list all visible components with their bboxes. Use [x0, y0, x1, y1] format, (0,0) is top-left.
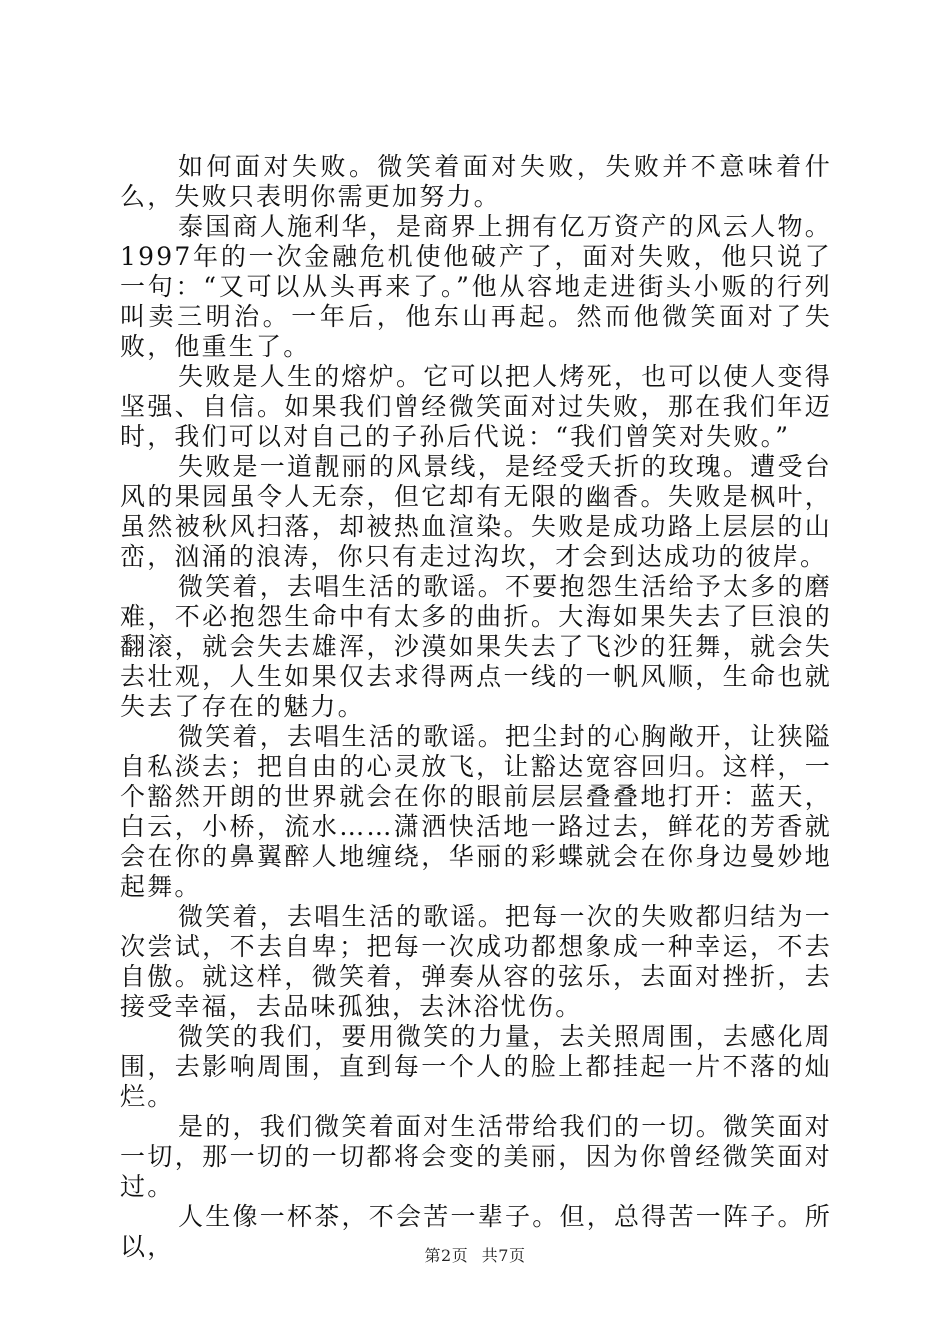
paragraph: 微笑的我们，要用微笑的力量，去关照周围，去感化周围，去影响周围，直到每一个人的脸上都挂起一片不落的灿烂。	[120, 1022, 832, 1111]
paragraph: 微笑着，去唱生活的歌谣。不要抱怨生活给予太多的磨难，不必抱怨生命中有太多的曲折。大海如果失去了巨浪的翻滚，就会失去雄浑，沙漠如果失去了飞沙的狂舞，就会失去壮观，人生如果仅去求得两点一线的一帆风顺，生命也就失去了存在的魅力。	[120, 572, 832, 721]
paragraph: 失败是一道靓丽的风景线，是经受夭折的玫瑰。遭受台风的果园虽令人无奈，但它却有无限的幽香。失败是枫叶，虽然被秋风扫落，却被热血渲染。失败是成功路上层层的山峦，汹涌的浪涛，你只有走过沟坎，才会到达成功的彼岸。	[120, 452, 832, 571]
paragraph: 微笑着，去唱生活的歌谣。把每一次的失败都归结为一次尝试，不去自卑；把每一次成功都想象成一种幸运，不去自傲。就这样，微笑着，弹奏从容的弦乐，去面对挫折，去接受幸福，去品味孤独，去沐浴忧伤。	[120, 902, 832, 1021]
page-number: 第2页	[424, 1246, 469, 1265]
page-total: 共7页	[481, 1246, 526, 1265]
paragraph: 如何面对失败。微笑着面对失败，失败并不意味着什么，失败只表明你需更加努力。	[120, 152, 832, 211]
document-body	[120, 152, 832, 1262]
paragraph: 失败是人生的熔炉。它可以把人烤死，也可以使人变得坚强、自信。如果我们曾经微笑面对过失败，那在我们年迈时，我们可以对自己的子孙后代说：“我们曾笑对失败。”	[120, 362, 832, 451]
paragraph: 人生像一杯茶，不会苦一辈子。但，总得苦一阵子。所以，	[120, 1202, 832, 1261]
paragraph: 微笑着，去唱生活的歌谣。把尘封的心胸敞开，让狭隘自私淡去；把自由的心灵放飞，让豁达宽容回归。这样，一个豁然开朗的世界就会在你的眼前层层叠叠地打开：蓝天，白云，小桥，流水……潇洒快活地一路过去，鲜花的芳香就会在你的鼻翼醉人地缠绕，华丽的彩蝶就会在你身边曼妙地起舞。	[120, 722, 832, 901]
paragraph: 是的，我们微笑着面对生活带给我们的一切。微笑面对一切，那一切的一切都将会变的美丽，因为你曾经微笑面对过。	[120, 1112, 832, 1201]
paragraph: 泰国商人施利华，是商界上拥有亿万资产的风云人物。1997年的一次金融危机使他破产了，面对失败，他只说了一句：“又可以从头再来了。”他从容地走进街头小贩的行列叫卖三明治。一年后，他东山再起。然而他微笑面对了失败，他重生了。	[120, 212, 832, 361]
page-footer	[0, 1243, 950, 1266]
